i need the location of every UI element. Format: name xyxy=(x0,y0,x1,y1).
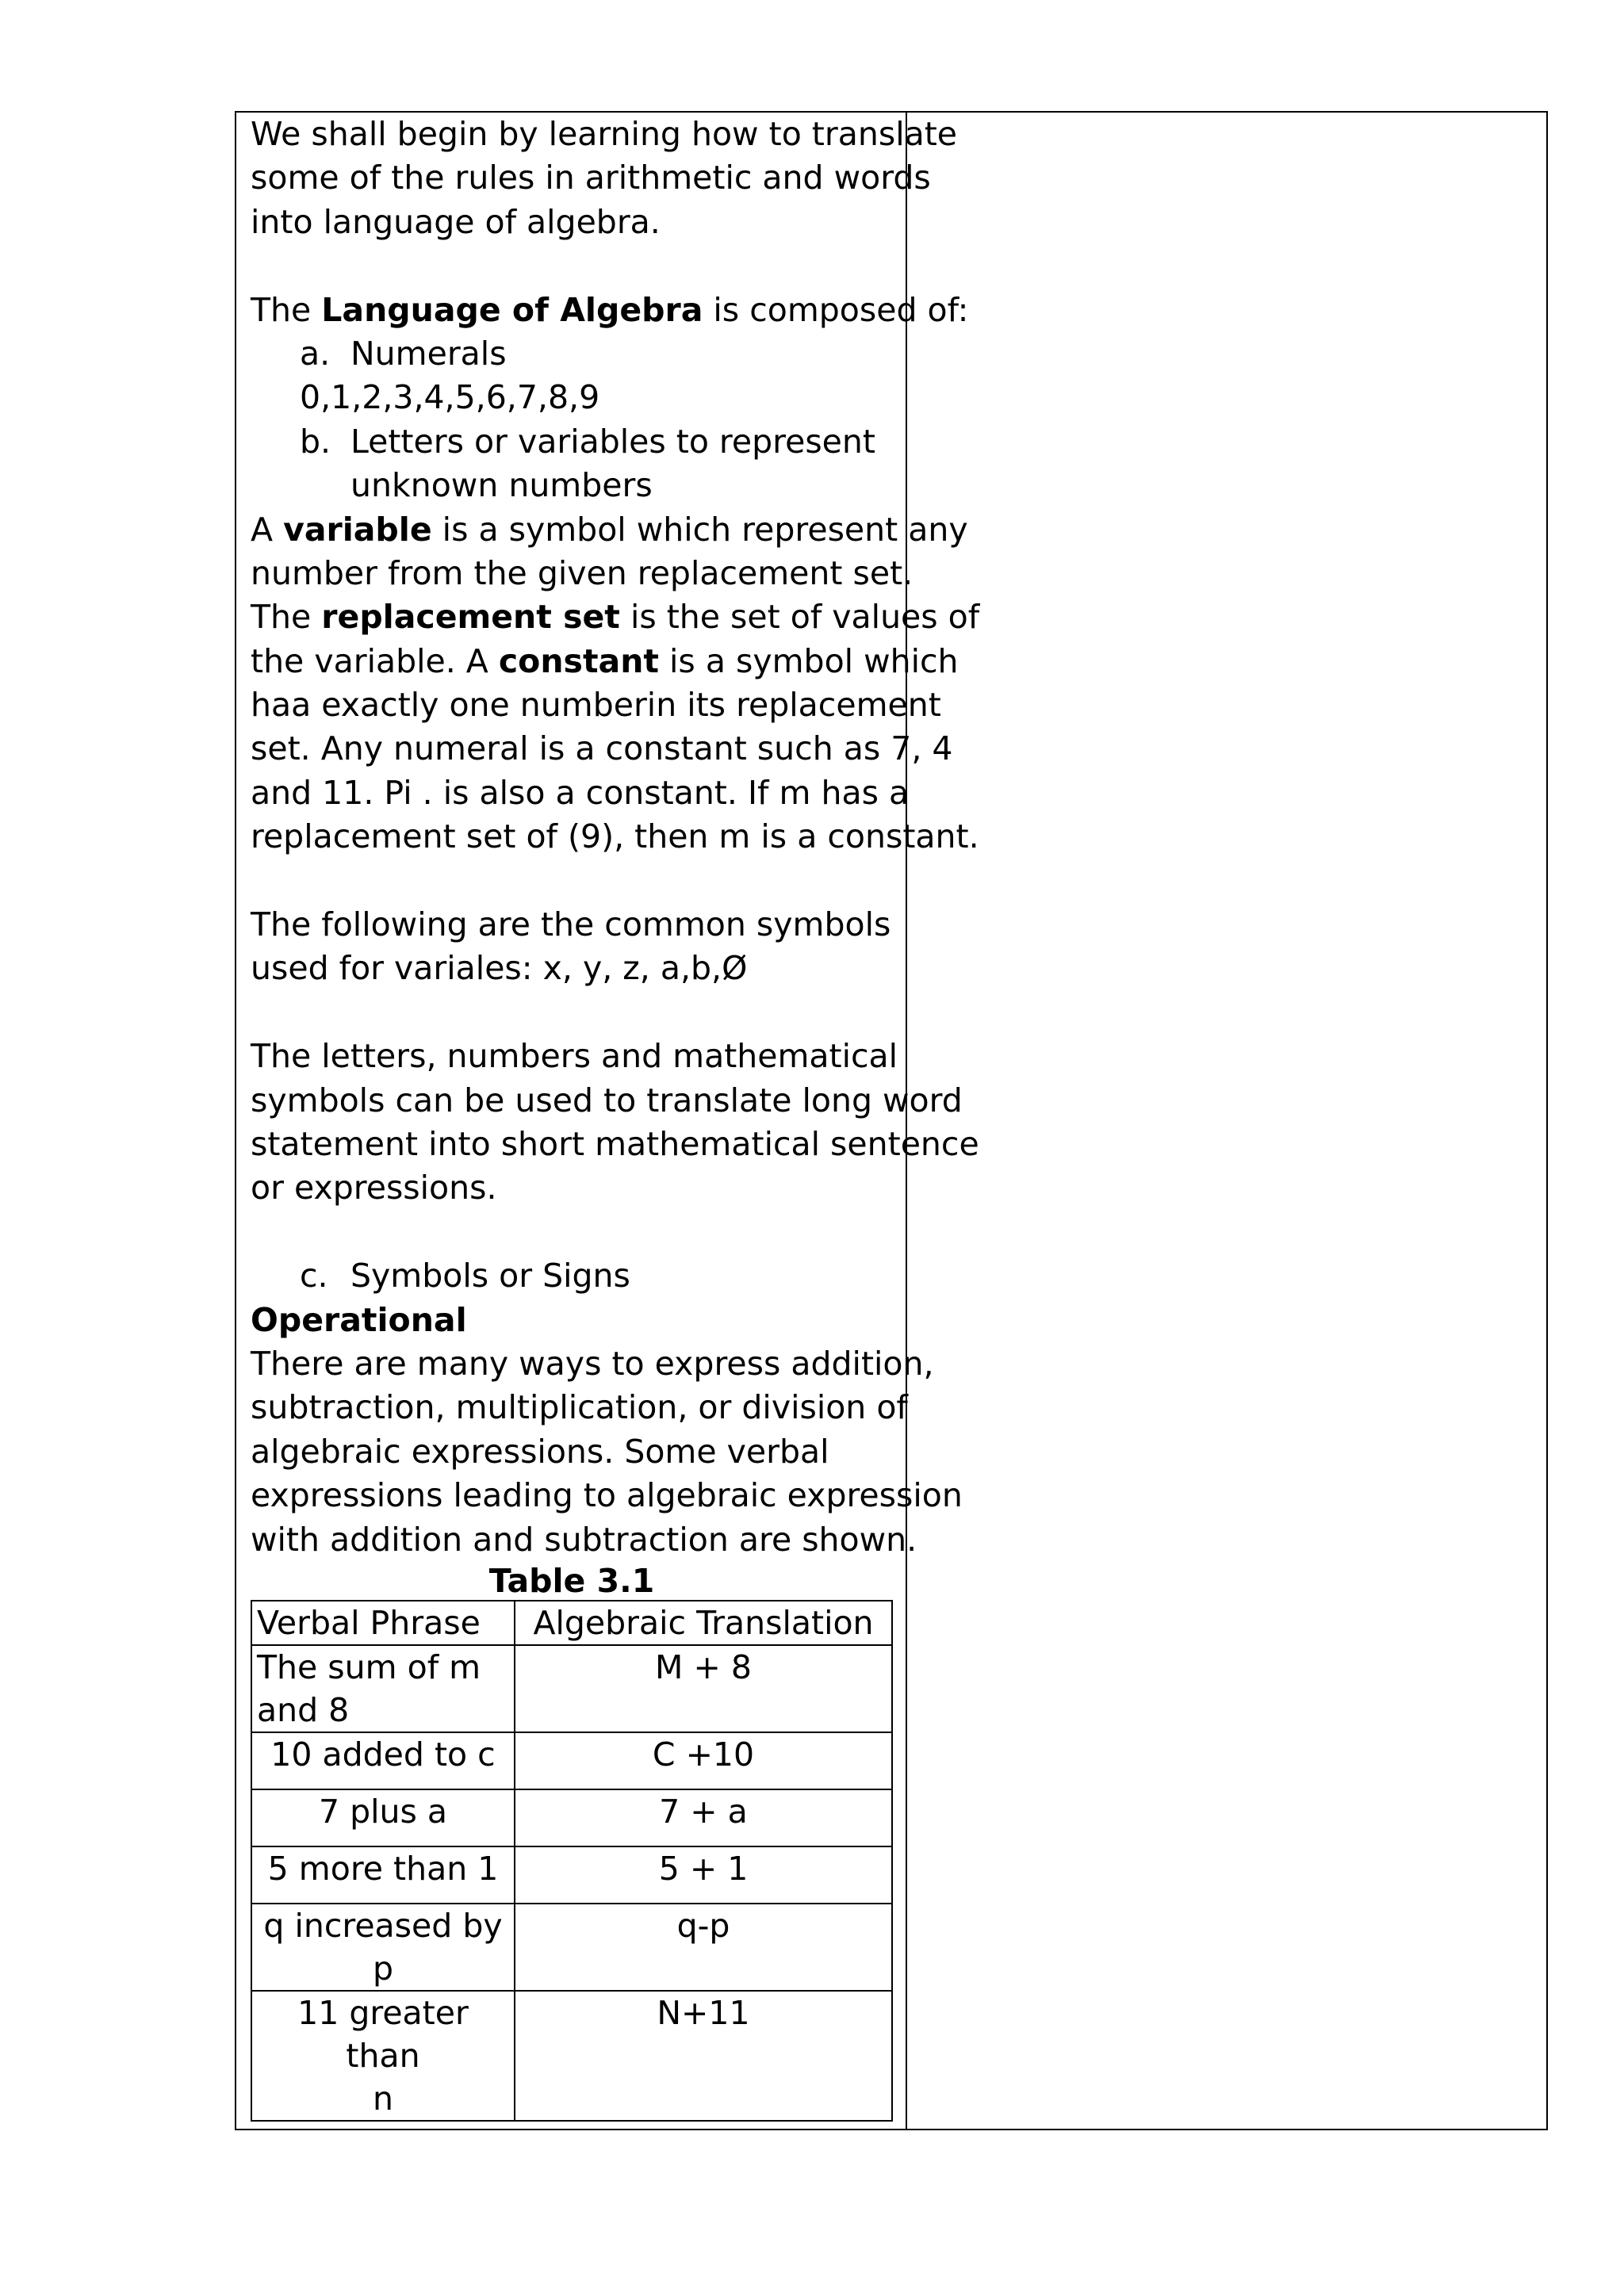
phrase-line: 11 greater than xyxy=(297,1993,469,2075)
definition-line: haa exactly one numberin its replacement xyxy=(251,686,941,725)
operational-line: algebraic expressions. Some verbal xyxy=(251,1432,829,1471)
algebraic-translation-cell: M + 8 xyxy=(515,1645,892,1732)
phrase-line: q increased by xyxy=(263,1906,503,1945)
operational-line: subtraction, multiplication, or division of xyxy=(251,1388,908,1427)
verbal-phrase-cell xyxy=(251,1991,515,2121)
table-header-cell: Verbal Phrase xyxy=(251,1601,515,1645)
definition-line xyxy=(251,508,968,552)
text-run: is a symbol which represent any xyxy=(431,510,968,549)
algebraic-translation-cell: q-p xyxy=(515,1904,892,1991)
table-row xyxy=(251,1732,892,1789)
text-run: is a symbol which xyxy=(659,641,959,680)
phrase-line: n xyxy=(373,2079,393,2118)
phrase-line: p xyxy=(372,1949,394,1988)
list-item-text: Letters or variables to represent xyxy=(350,422,875,461)
algebraic-translation-cell: 5 + 1 xyxy=(515,1846,892,1904)
language-of-algebra-line xyxy=(251,289,969,332)
list-marker: a. xyxy=(300,334,331,373)
translation-table xyxy=(251,1600,893,2122)
text-run: The xyxy=(251,598,322,637)
algebraic-translation-cell: N+11 xyxy=(515,1991,892,2121)
verbal-phrase-cell: 5 more than 1 xyxy=(251,1846,515,1904)
list-item-a xyxy=(251,332,901,376)
definition-line xyxy=(251,595,980,639)
symbols-line: The following are the common symbols xyxy=(251,905,891,944)
text-run: A xyxy=(251,510,284,549)
bold-term: replacement set xyxy=(321,598,620,637)
list-item-b-continued: unknown numbers xyxy=(350,466,653,505)
table-caption: Table 3.1 xyxy=(488,1561,655,1600)
letters-line: statement into short mathematical sentence xyxy=(251,1124,979,1163)
verbal-phrase-cell: 10 added to c xyxy=(251,1732,515,1789)
phrase-line: The sum of m xyxy=(257,1647,481,1686)
table-header-cell: Algebraic Translation xyxy=(515,1601,892,1645)
phrase-line: and 8 xyxy=(257,1690,350,1729)
letters-line: or expressions. xyxy=(251,1169,497,1207)
text-run: is composed of: xyxy=(703,290,969,329)
definition-line: and 11. Pi . is also a constant. If m has a xyxy=(251,773,910,812)
page-table xyxy=(235,111,1548,2130)
verbal-phrase-cell xyxy=(251,1645,515,1732)
operational-heading xyxy=(251,1299,901,1342)
heading-text: Operational xyxy=(251,1300,467,1339)
algebraic-translation-cell: 7 + a xyxy=(515,1789,892,1846)
list-marker: b. xyxy=(300,422,331,461)
table-header-row xyxy=(251,1601,892,1645)
numerals-line: 0,1,2,3,4,5,6,7,8,9 xyxy=(300,378,600,417)
definition-line xyxy=(251,640,959,683)
letters-line: symbols can be used to translate long word xyxy=(251,1081,963,1119)
lesson-content xyxy=(251,113,980,2122)
left-column xyxy=(236,113,980,2129)
intro-line: into language of algebra. xyxy=(251,202,661,241)
bold-term: variable xyxy=(283,510,432,549)
list-marker: c. xyxy=(300,1257,328,1295)
verbal-phrase-cell xyxy=(251,1904,515,1991)
list-item-text: Symbols or Signs xyxy=(350,1257,630,1295)
operational-line: expressions leading to algebraic expression xyxy=(251,1476,963,1515)
right-column xyxy=(907,113,1546,2129)
text-run: the variable. A xyxy=(251,641,499,680)
bold-term: Language of Algebra xyxy=(321,290,703,329)
operational-line: There are many ways to express addition, xyxy=(251,1344,934,1383)
table-row xyxy=(251,1645,892,1732)
definition-line: replacement set of (9), then m is a constant. xyxy=(251,817,979,856)
list-item-c xyxy=(251,1254,901,1298)
list-item-b xyxy=(251,420,901,464)
verbal-phrase-cell: 7 plus a xyxy=(251,1789,515,1846)
table-row xyxy=(251,1904,892,1991)
table-row xyxy=(251,1846,892,1904)
symbols-line: used for variales: x, y, z, a,b,Ø xyxy=(251,949,748,988)
text-run: is the set of values of xyxy=(619,598,980,637)
list-item-text: Numerals xyxy=(350,334,507,373)
table-row xyxy=(251,1991,892,2121)
bold-term: constant xyxy=(498,641,659,680)
algebraic-translation-cell: C +10 xyxy=(515,1732,892,1789)
table-row xyxy=(251,1789,892,1846)
definition-line: number from the given replacement set. xyxy=(251,553,914,592)
letters-line: The letters, numbers and mathematical xyxy=(251,1037,898,1076)
text-run: The xyxy=(251,290,322,329)
intro-line: We shall begin by learning how to translate xyxy=(251,115,958,153)
definition-line: set. Any numeral is a constant such as 7, 4 xyxy=(251,729,953,768)
operational-line: with addition and subtraction are shown. xyxy=(251,1520,917,1559)
intro-line: some of the rules in arithmetic and words xyxy=(251,159,931,197)
